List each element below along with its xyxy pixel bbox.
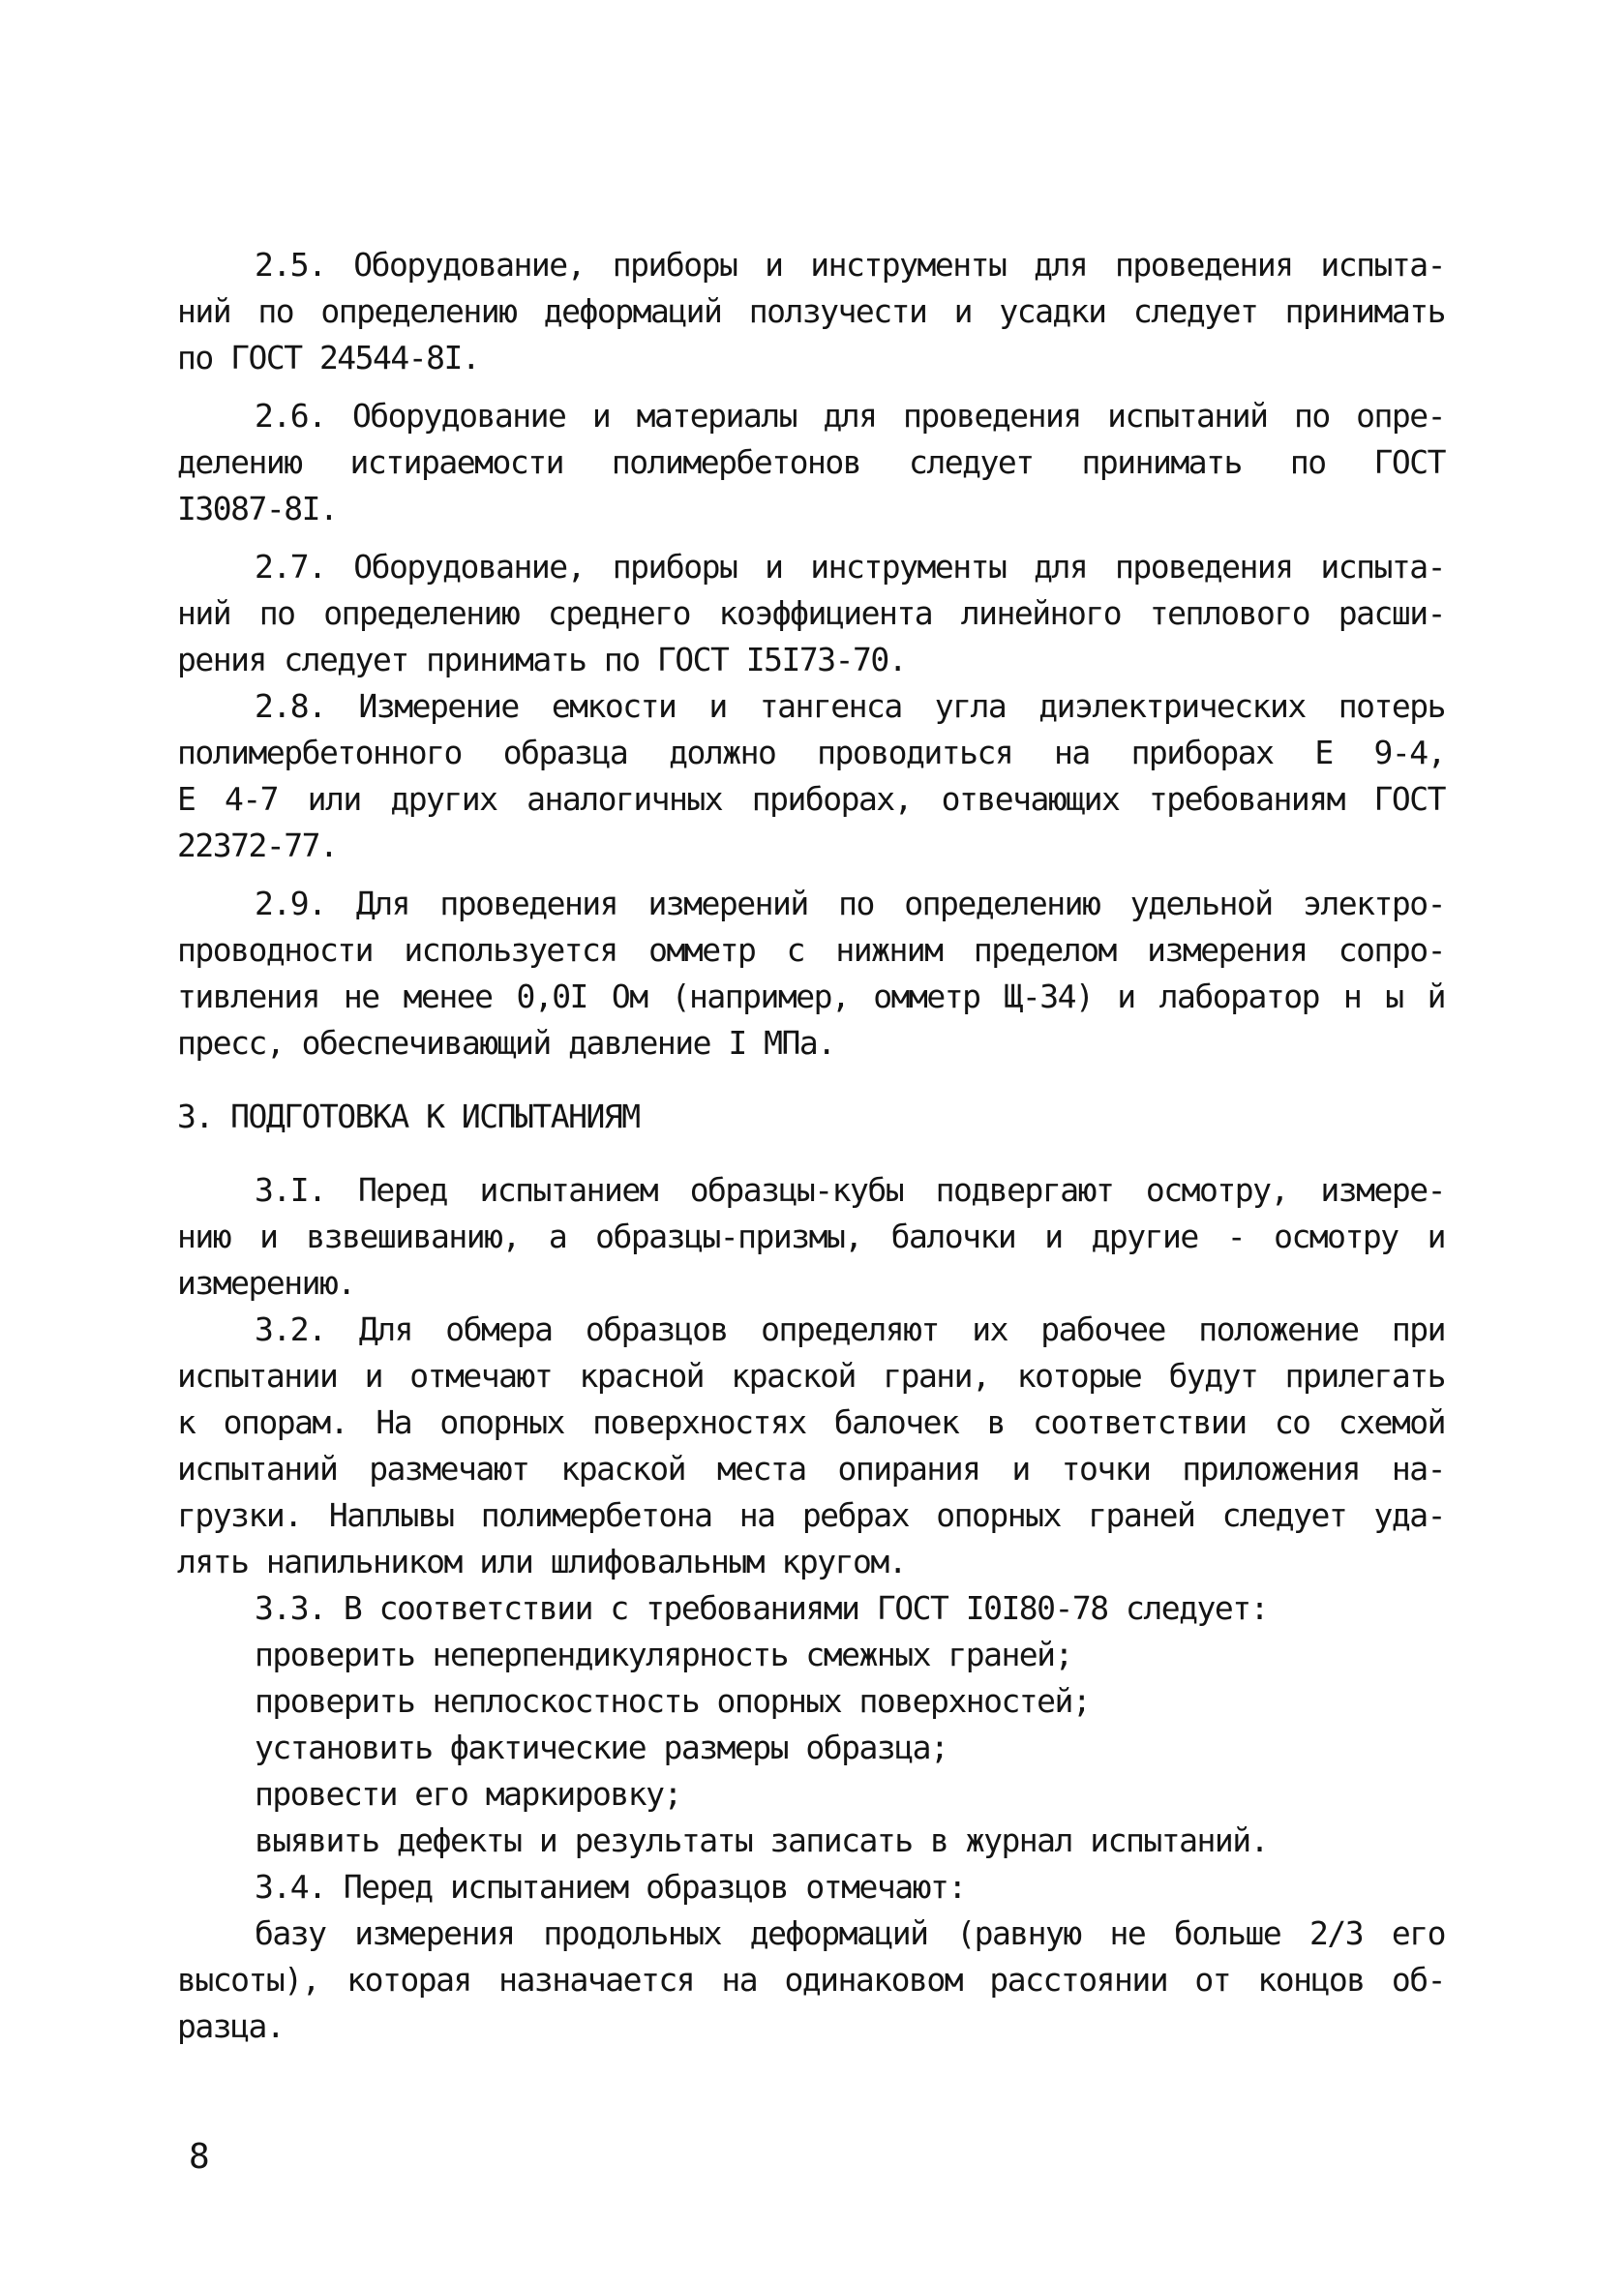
paragraph-2-6 — [177, 393, 1445, 532]
text-line: испытании и отмечают красной краской грани, которые будут прилегать — [177, 1357, 1445, 1395]
text-line: высоты), которая назначается на одинаковом расстоянии от концов об- — [177, 1961, 1445, 1999]
page-content — [177, 242, 1445, 2050]
text-line: 3.2. Для обмера образцов определяют их рабочее положение при — [255, 1310, 1445, 1348]
text-line: проводности используется омметр с нижним пределом измерения сопро- — [177, 931, 1445, 969]
list-item: провести его маркировку; — [255, 1775, 681, 1813]
text-line: измерению. — [177, 1264, 355, 1302]
section-heading: 3. ПОДГОТОВКА К ИСПЫТАНИЯМ — [177, 1098, 640, 1135]
text-line: 2.9. Для проведения измерений по определению удельной электро- — [255, 885, 1445, 922]
text-line: Е 4-7 или других аналогичных приборах, отвечающих требованиям ГОСТ — [177, 780, 1445, 818]
text-line: 2.6. Оборудование и материалы для проведения испытаний по опре- — [255, 397, 1445, 435]
text-line: делению истираемости полимербетонов следует принимать по ГОСТ — [177, 443, 1445, 481]
text-line: тивления не менее 0,0I Ом (например, омметр Щ-34) и лаборатор н ы й — [177, 978, 1445, 1015]
text-line: к опорам. На опорных поверхностях балочек в соответствии со схемой — [177, 1403, 1445, 1441]
paragraph-3-1 — [177, 1167, 1445, 1307]
paragraph-3-2 — [177, 1307, 1445, 1585]
text-line: 3.4. Перед испытанием образцов отмечают: — [255, 1868, 966, 1906]
text-line: 3.3. В соответствии с требованиями ГОСТ I0I80-78 следует: — [255, 1589, 1268, 1627]
text-line: разца. — [177, 2007, 285, 2045]
paragraph-2-5 — [177, 242, 1445, 381]
text-line: испытаний размечают краской места опирания и точки приложения на- — [177, 1450, 1445, 1488]
paragraph-2-9 — [177, 881, 1445, 1067]
text-line: ний по определению деформаций ползучести и усадки следует принимать — [177, 292, 1445, 330]
list-item: установить фактические размеры образца; — [255, 1729, 948, 1766]
text-line: грузки. Наплывы полимербетона на ребрах опорных граней следует уда- — [177, 1496, 1445, 1534]
text-line: рения следует принимать по ГОСТ I5I73-70. — [177, 641, 907, 678]
list-item: выявить дефекты и результаты записать в журнал испытаний. — [255, 1821, 1268, 1859]
paragraph-2-7 — [177, 544, 1445, 683]
text-line: ний по определению среднего коэффициента линейного теплового расши- — [177, 594, 1445, 632]
text-line: по ГОСТ 24544-8I. — [177, 339, 480, 376]
paragraph-3-3 — [177, 1585, 1445, 1864]
text-line: 2.5. Оборудование, приборы и инструменты для проведения испыта- — [255, 246, 1445, 284]
text-line: I3087-8I. — [177, 490, 338, 527]
list-item: базу измерения продольных деформаций (равную не больше 2/3 его — [255, 1914, 1445, 1952]
paragraph-3-4 — [177, 1864, 1445, 2050]
text-line: 22372-77. — [177, 827, 338, 864]
text-line: полимербетонного образца должно проводиться на приборах Е 9-4, — [177, 734, 1445, 771]
page-number: 8 — [189, 2137, 209, 2177]
text-line: пресс, обеспечивающий давление I МПа. — [177, 1024, 835, 1062]
paragraph-2-8 — [177, 683, 1445, 869]
text-line: нию и взвешиванию, а образцы-призмы, балочки и другие - осмотру и — [177, 1218, 1445, 1255]
text-line: 2.7. Оборудование, приборы и инструменты для проведения испыта- — [255, 548, 1445, 586]
text-line: 3.I. Перед испытанием образцы-кубы подвергают осмотру, измере- — [255, 1171, 1445, 1209]
text-line: 2.8. Измерение емкости и тангенса угла диэлектрических потерь — [255, 687, 1445, 725]
list-item: проверить неплоскостность опорных поверхностей; — [255, 1682, 1091, 1720]
text-line: лять напильником или шлифовальным кругом. — [177, 1543, 907, 1580]
list-item: проверить неперпендикулярность смежных граней; — [255, 1636, 1072, 1673]
